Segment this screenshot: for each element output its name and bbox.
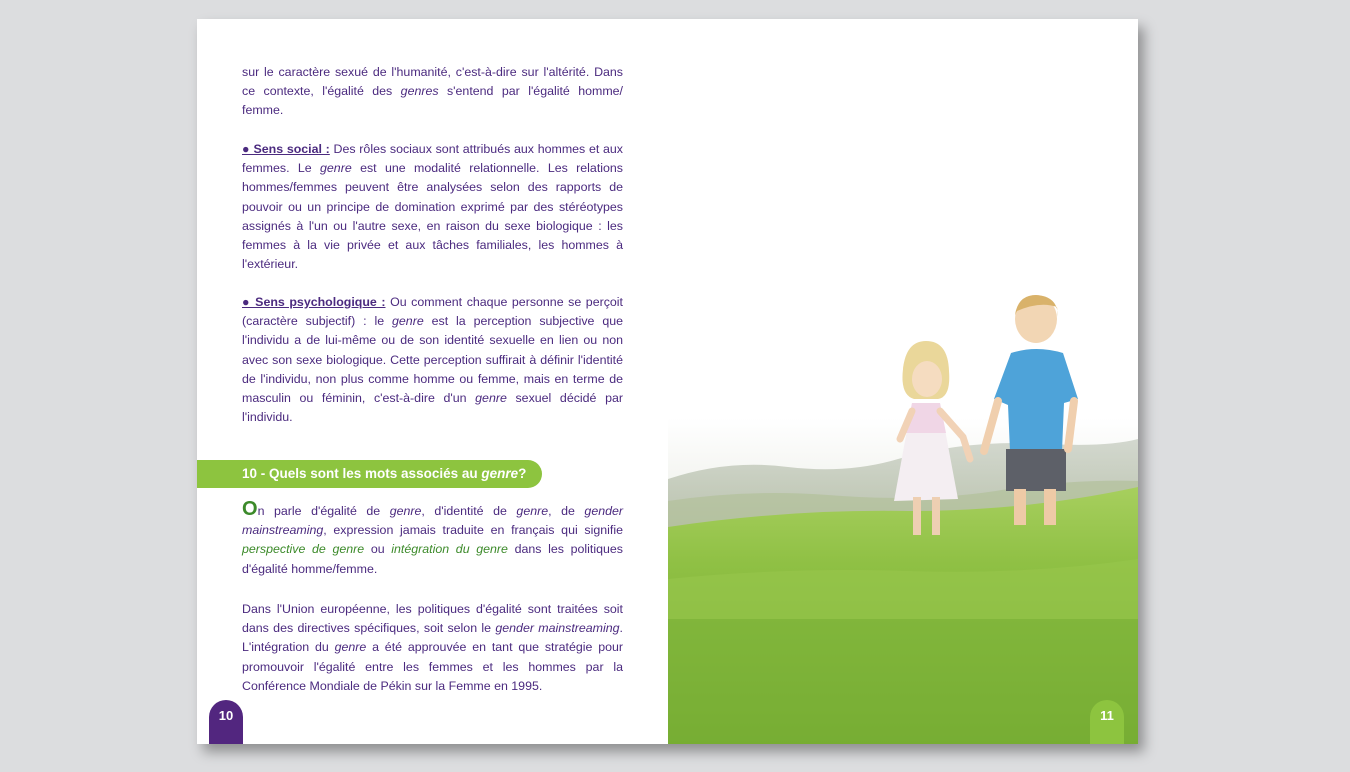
bullet-title-social: ● Sens social : <box>242 142 330 156</box>
page-number-right: 11 <box>1090 700 1124 744</box>
booklet-spread <box>197 19 1138 744</box>
left-page <box>197 19 668 744</box>
right-page <box>668 19 1138 744</box>
paragraph-union-europeenne: Dans l'Union européenne, les politiques d'égalité sont traitées soit dans des directives spécifiques, soit selon le gender mainstreaming. L'intégration du genre a été approuvée en tant que stratégie pour promouvoir l'égalité entre les femmes et les hommes par la Conférence Mondiale de Pékin sur la Femme en 1995. <box>242 602 623 693</box>
children-photo <box>668 19 1138 744</box>
paragraph-intro: sur le caractère sexué de l'humanité, c'est-à-dire sur l'altérité. Dans ce contexte, l'égalité des genres s'entend par l'égalité homme/ femme. <box>242 65 624 118</box>
bullet-title-psycho: ● Sens psychologique : <box>242 295 386 309</box>
paragraph-sens-psychologique: ● Sens psychologique : Ou comment chaque personne se perçoit (caractère subjectif) : le genre est la perception subjective que l'individu a de lui-même ou de son identité sexuelle en lien ou non avec son sexe biologique. Cette perception suffirait à définir l'identité de l'individu, non plus comme homme ou femme, mais en terme de masculin ou féminin, c'est-à-dire d'un genre sexuel décidé par l'individu. <box>242 295 624 425</box>
drop-cap: O <box>242 498 258 520</box>
section-heading-banner: 10 - Quels sont les mots associés au genre? <box>197 460 542 488</box>
paragraph-mots-associes: On parle d'égalité de genre, d'identité de genre, de gender mainstreaming, expression jamais traduite en français qui signifie perspective de genre ou intégration du genre dans les politiques d'égalité homme/femme. <box>242 498 624 576</box>
paragraph-sens-social: ● Sens social : Des rôles sociaux sont attribués aux hommes et aux femmes. Le genre est une modalité relationnelle. Les relations hommes/femmes peuvent être analysées selon des rapports de pouvoir ou un principe de domination exprimé par des stéréotypes assignés à l'un ou l'autre sexe, en raison du sexe biologique : les femmes à la vie privée et aux tâches familiales, les hommes à l'extérieur. <box>242 142 623 272</box>
page-number-left: 10 <box>209 700 243 744</box>
